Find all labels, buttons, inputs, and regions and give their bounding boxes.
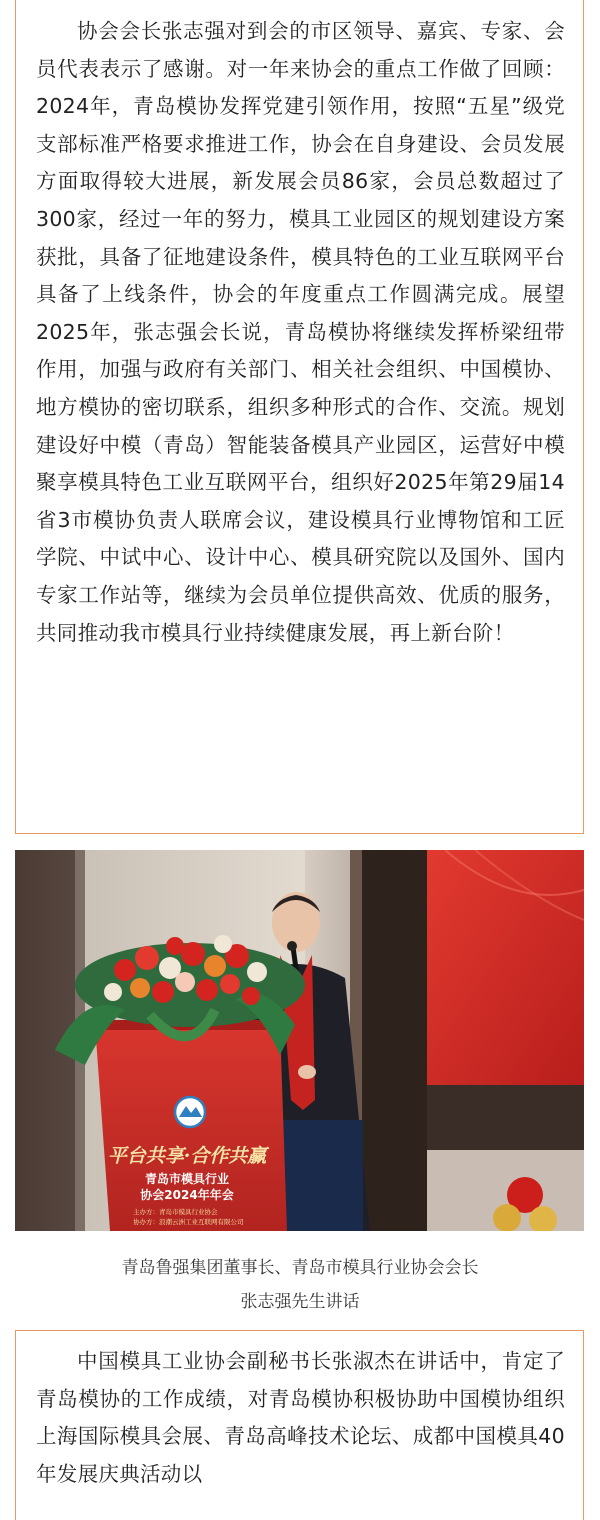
photo-caption-line2: 张志强先生讲话 — [240, 1292, 360, 1312]
speaker-photo-drawing — [15, 850, 584, 1231]
banner-host-line: 主办方：青岛市模具行业协会 — [133, 1208, 218, 1216]
text-box-next — [15, 1330, 584, 1520]
banner-title-line1: 青岛市模具行业 — [144, 1172, 230, 1186]
article-paragraph: 协会会长张志强对到会的市区领导、嘉宾、专家、会员代表表示了感谢。对一年来协会的重点工作做了回顾：2024年，青岛模协发挥党建引领作用，按照“五星”级党支部标准严格要求推进工作，协会在自身建设、会员发展方面取得较大进展，新发展会员86家，会员总数超过了300家，经过一年的努力，模具工业园区的规划建设方案获批，具备了征地建设条件，模具特色的工业互联网平台具备了上线条件，协会的年度重点工作圆满完成。展望2025年，张志强会长说，青岛模协将继续发挥桥梁纽带作用，加强与政府有关部门、相关社会组织、中国模协、地方模协的密切联系，组织多种形式的合作、交流。规划建设好中模（青岛）智能装备模具产业园区，运营好中模聚享模具特色工业互联网平台，组织好2025年第29届14省3市模协负责人联席会议，建设模具行业博物馆和工匠学院、中试中心、设计中心、模具研究院以及国外、国内专家工作站等，继续为会员单位提供高效、优质的服务，共同推动我市模具行业持续健康发展，再上新台阶！ — [36, 19, 565, 645]
text-box-intro — [15, 0, 584, 834]
banner-title-line2: 协会2024年年会 — [140, 1188, 234, 1202]
banner-slogan: 平台共享·合作共赢 — [107, 1145, 267, 1167]
banner-cohost-line: 协办方：浪潮云洲工业互联网有限公司 — [133, 1218, 244, 1226]
speaker-photo — [15, 850, 584, 1231]
article-paragraph: 中国模具工业协会副秘书长张淑杰在讲话中，肯定了青岛模协的工作成绩，对青岛模协积极协助中国模协组织上海国际模具会展、青岛高峰技术论坛、成都中国模具40年发展庆典活动以 — [36, 1349, 565, 1486]
photo-caption-line1: 青岛鲁强集团董事长、青岛市模具行业协会会长 — [121, 1258, 479, 1278]
